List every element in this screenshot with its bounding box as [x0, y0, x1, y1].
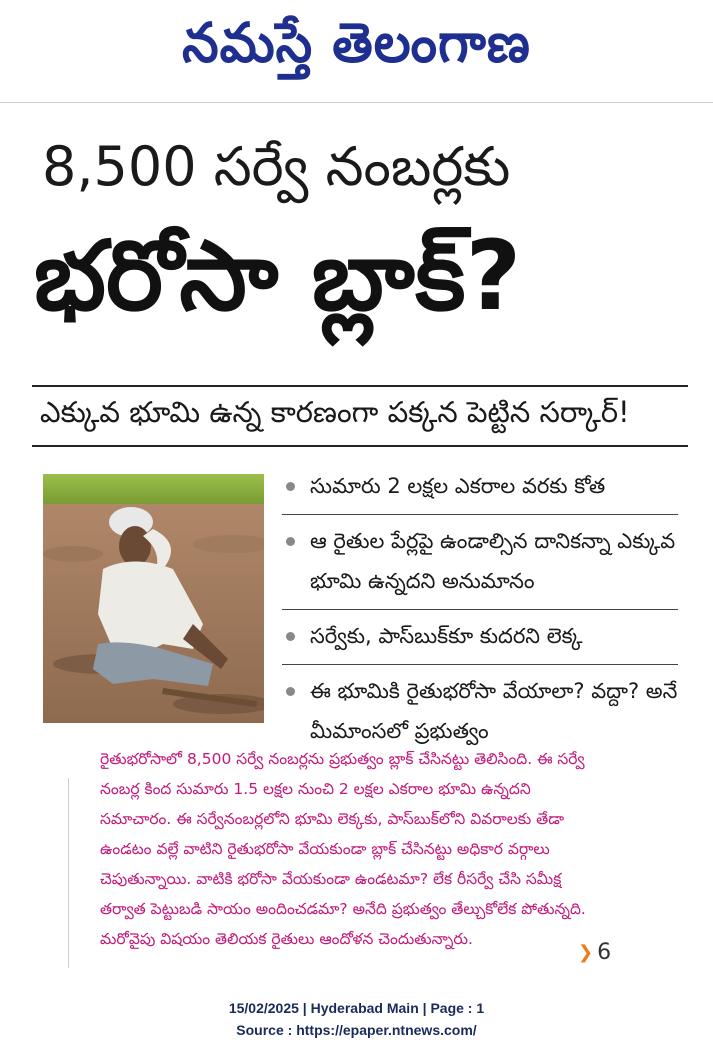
edition-info: 15/02/2025 | Hyderabad Main | Page : 1: [228, 1000, 485, 1016]
key-point-text: ఈ భూమికి రైతుభరోసా వేయాలా? వద్దా? అనే మీమాంసలో ప్రభుత్వం: [310, 679, 678, 743]
article-body-line: చెపుతున్నాయి. వాటికి భరోసా వేయకుండా ఉండటమా? లేక రీసర్వే చేసి సమీక్ష: [100, 870, 562, 888]
key-point: [282, 616, 678, 665]
key-point: [282, 466, 678, 515]
key-point-text: ఆ రైతుల పేర్లపై ఉండాల్సిన దానికన్నా ఎక్కువ భూమి ఉన్నదని అనుమానం: [310, 529, 676, 593]
subheadline: ఎక్కువ భూమి ఉన్న కారణంగా పక్కన పెట్టిన సర్కార్!: [40, 395, 630, 429]
page-footer: [0, 997, 713, 1041]
key-point-text: సర్వేకు, పాస్‌బుక్‌కూ కుదరని లెక్క: [310, 624, 583, 648]
key-point: [282, 521, 678, 610]
article-body-line: సమాచారం. ఈ సర్వేనంబర్లలోని భూమి లెక్కకు, పాస్‌బుక్‌లోని వివరాలకు తేడా: [100, 810, 565, 828]
continued-on-page[interactable]: [578, 940, 611, 965]
headline-line-2: భరోసా బ్లాక్?: [34, 220, 522, 332]
newspaper-logo: నమస్తే తెలంగాణ: [182, 11, 531, 75]
body-side-rule: [68, 778, 69, 968]
article-body-line: తర్వాత పెట్టుబడి సాయం అందించడమా? అనేది ప్రభుత్వం తేల్చుకోలేక పోతున్నది.: [100, 900, 586, 918]
key-points-list: [282, 466, 678, 765]
headline-line-1: 8,500 సర్వే నంబర్లకు: [42, 135, 511, 198]
subheadline-bar: [32, 385, 688, 447]
bullet-dot-icon: [286, 632, 295, 641]
article-body-line: రైతుభరోసాలో 8,500 సర్వే నంబర్లను ప్రభుత్వం బ్లాక్ చేసినట్టు తెలిసింది. ఈ సర్వే: [100, 750, 585, 768]
article-body-line: మరోవైపు విషయం తెలియక రైతులు ఆందోళన చెందుతున్నారు.: [100, 930, 473, 948]
article-body-line: నంబర్ల కింద సుమారు 1.5 లక్షల నుంచి 2 లక్షల ఎకరాల భూమి ఉన్నదని: [100, 780, 531, 798]
bullet-dot-icon: [286, 482, 295, 491]
farmer-photo: [43, 474, 264, 723]
key-point-text: సుమారు 2 లక్షల ఎకరాల వరకు కోత: [310, 474, 606, 498]
header-divider: [0, 102, 713, 103]
source-link[interactable]: Source : https://epaper.ntnews.com/: [236, 1022, 477, 1038]
bullet-dot-icon: [286, 687, 295, 696]
masthead: [0, 0, 713, 100]
farmer-sitting-in-field-image: [43, 474, 264, 723]
bullet-dot-icon: [286, 537, 295, 546]
chevron-right-icon: ❯: [578, 942, 594, 963]
article-body-line: ఉండటం వల్లే వాటిని రైతుభరోసా వేయకుండా బ్లాక్ చేసినట్టు అధికార వర్గాలు: [100, 840, 550, 858]
article-body: [100, 744, 680, 954]
continued-page-number: 6: [597, 940, 612, 965]
